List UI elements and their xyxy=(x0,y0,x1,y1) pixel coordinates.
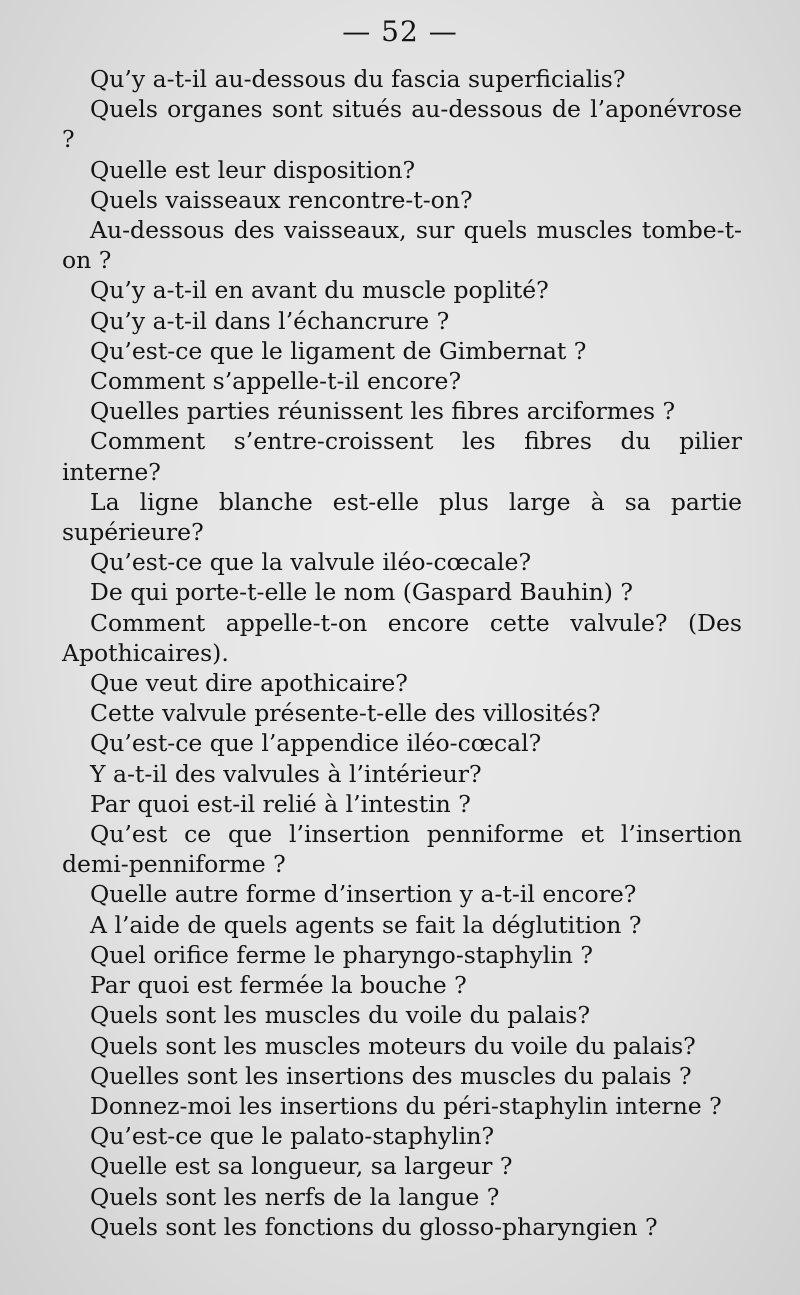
question-paragraph: Par quoi est fermée la bouche ? xyxy=(90,971,467,1000)
question-paragraph: Qu’est-ce que l’appendice iléo-cœcal? xyxy=(90,729,542,758)
page-number: — 52 — xyxy=(342,15,458,48)
question-paragraph: A l’aide de quels agents se fait la déglutition ? xyxy=(90,910,642,939)
question-paragraph: Au-dessous des vaisseaux, sur quels muscles tombe-t-on ? xyxy=(62,216,742,275)
question-paragraph: Y a-t-il des valvules à l’intérieur? xyxy=(90,759,482,788)
question-paragraph: Quels vaisseaux rencontre-t-on? xyxy=(90,185,473,214)
question-paragraph: Qu’est-ce que le ligament de Gimbernat ? xyxy=(90,336,587,365)
question-paragraph: Quels organes sont situés au-dessous de l’aponévrose ? xyxy=(62,95,742,154)
question-paragraph: Donnez-moi les insertions du péri-staphylin interne ? xyxy=(90,1091,722,1120)
question-paragraph: Quelles sont les insertions des muscles du palais ? xyxy=(90,1061,692,1090)
question-paragraph: Qu’y a-t-il dans l’échancrure ? xyxy=(90,306,450,335)
question-paragraph: Quelles parties réunissent les fibres arciformes ? xyxy=(90,397,676,426)
question-paragraph: Cette valvule présente-t-elle des villosités? xyxy=(90,699,601,728)
question-paragraph: Qu’y a-t-il en avant du muscle poplité? xyxy=(90,276,549,305)
question-paragraph: Comment s’entre-croissent les fibres du pilier interne? xyxy=(62,427,742,486)
question-paragraph: Comment s’appelle-t-il encore? xyxy=(90,367,462,396)
question-paragraph: Quels sont les fonctions du glosso-pharyngien ? xyxy=(90,1212,658,1241)
question-paragraph: Par quoi est-il relié à l’intestin ? xyxy=(90,789,471,818)
question-paragraph: La ligne blanche est-elle plus large à sa partie supérieure? xyxy=(62,487,742,547)
question-paragraph: Qu’est-ce que la valvule iléo-cœcale? xyxy=(90,548,532,577)
question-paragraph: Quels sont les muscles moteurs du voile du palais? xyxy=(90,1031,696,1060)
question-paragraph: Qu’est ce que l’insertion penniforme et l’insertion demi-penniforme ? xyxy=(62,820,742,879)
question-paragraph: Qu’est-ce que le palato-staphylin? xyxy=(90,1122,495,1151)
question-list xyxy=(62,64,742,1242)
question-paragraph: Quelle autre forme d’insertion y a-t-il encore? xyxy=(90,880,637,909)
question-paragraph: Quels sont les nerfs de la langue ? xyxy=(90,1182,500,1211)
question-paragraph: Qu’y a-t-il au-dessous du fascia superficialis? xyxy=(90,65,626,93)
question-paragraph: Quels sont les muscles du voile du palais? xyxy=(90,1001,591,1030)
question-paragraph: Quel orifice ferme le pharyngo-staphylin ? xyxy=(90,940,593,969)
question-paragraph: Quelle est leur disposition? xyxy=(90,155,416,184)
question-paragraph: Que veut dire apothicaire? xyxy=(90,669,408,698)
question-paragraph: De qui porte-t-elle le nom (Gaspard Bauhin) ? xyxy=(90,578,633,607)
question-paragraph: Quelle est sa longueur, sa largeur ? xyxy=(90,1152,513,1181)
question-paragraph: Comment appelle-t-on encore cette valvule? (Des Apothicaires). xyxy=(62,608,742,667)
